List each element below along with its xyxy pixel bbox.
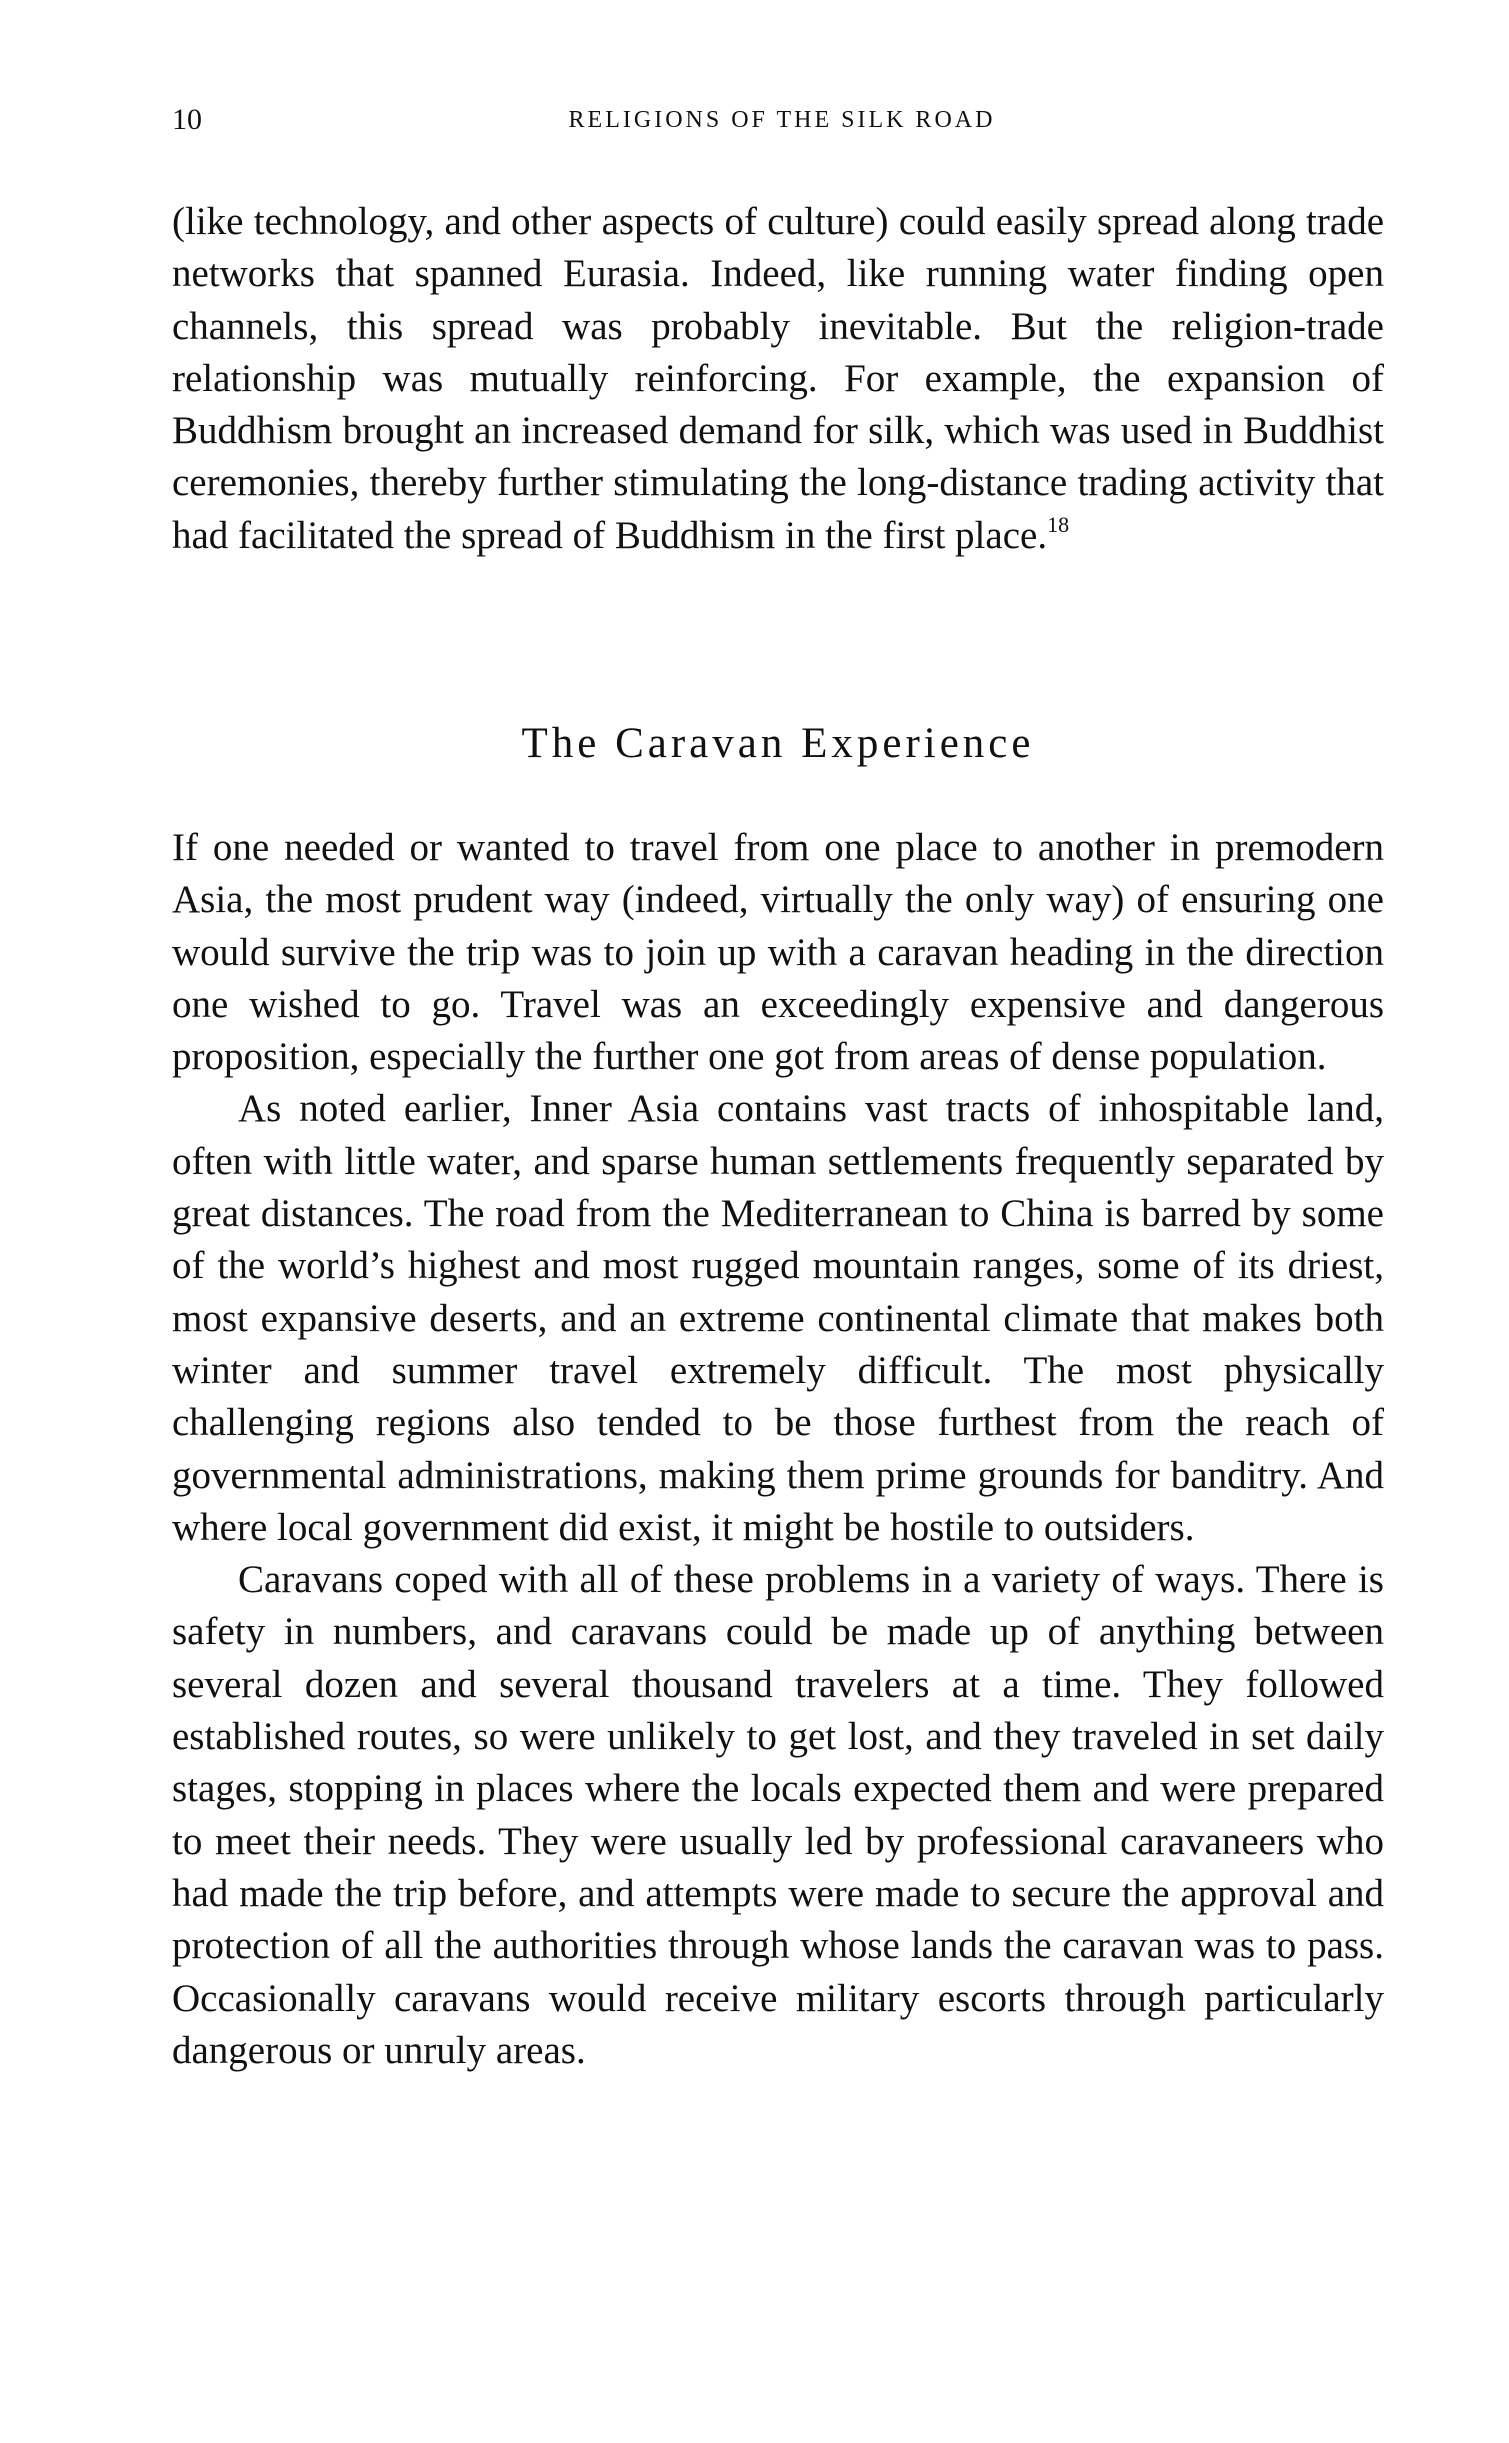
- body-paragraph: As noted earlier, Inner Asia contains vast tracts of inhospitable land, often with little water, and sparse human settlements frequently separated by great distances. The road from the Mediterranean to China is barred by some of the world’s highest and most rugged mountain ranges, some of its driest, most expansive deserts, and an extreme continental climate that makes both winter and summer travel extremely difficult. The most physically challenging regions also tended to be those furthest from the reach of governmental administrations, making them prime grounds for banditry. And where local government did exist, it might be hostile to outsiders.: [172, 1087, 1384, 1549]
- section-body: [172, 822, 1384, 2077]
- running-head: [172, 100, 1392, 140]
- page-number: 10: [172, 103, 202, 136]
- footnote-reference: 18: [1047, 511, 1070, 537]
- continuation-paragraph: [172, 196, 1384, 562]
- body-paragraph: Caravans coped with all of these problems in a variety of ways. There is safety in numbers, and caravans could be made up of anything between several dozen and several thousand travelers at a time. They followed established routes, so were unlikely to get lost, and they traveled in set daily stages, stopping in places where the locals expected them and were prepared to meet their needs. They were usually led by professional caravaneers who had made the trip before, and attempts were made to secure the approval and protection of all the authorities through whose lands the caravan was to pass. Occasionally caravans would receive military escorts through particularly dangerous or unruly areas.: [172, 1558, 1384, 2072]
- body-paragraph: If one needed or wanted to travel from one place to another in premodern Asia, the most prudent way (indeed, virtually the only way) of ensuring one would survive the trip was to join up with a caravan heading in the direction one wished to go. Travel was an exceedingly expensive and dangerous proposition, especially the further one got from areas of dense population.: [172, 826, 1384, 1079]
- body-paragraph: [172, 196, 1384, 562]
- running-title: RELIGIONS OF THE SILK ROAD: [568, 107, 996, 133]
- paragraph-text: (like technology, and other aspects of culture) could easily spread along trade networks that spanned Eurasia. Indeed, like running water finding open channels, this spread was probably inevitable. But the religion-trade relationship was mutually reinforcing. For example, the expansion of Buddhism brought an increased demand for silk, which was used in Buddhist ceremonies, thereby further stimulating the long-distance trading activity that had facilitated the spread of Buddhism in the first place.: [172, 200, 1384, 557]
- section-heading: The Caravan Experience: [521, 720, 1035, 767]
